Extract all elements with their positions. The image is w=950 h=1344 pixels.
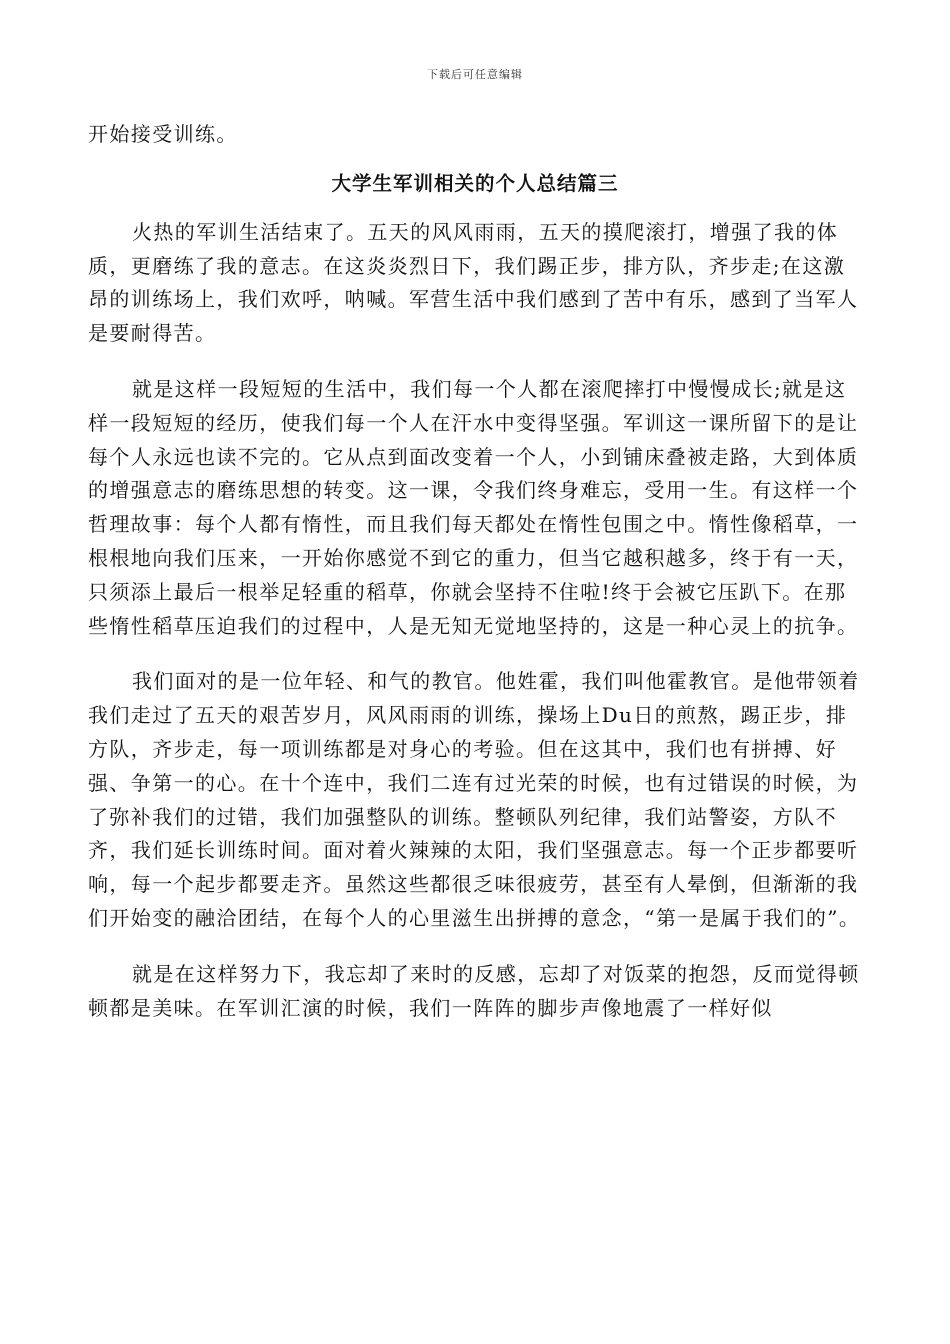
paragraph-gap <box>88 936 862 958</box>
header-note: 下载后可任意编辑 <box>427 68 523 81</box>
paragraph-4: 就是在这样努力下，我忘却了来时的反感，忘却了对饭菜的抱怨，反而觉得顿顿都是美味。在军训汇演的时候，我们一阵阵的脚步声像地震了一样好似 <box>88 961 860 1020</box>
document-body <box>88 118 862 1025</box>
paragraph-gap <box>88 351 862 373</box>
paragraph-2: 就是这样一段短短的生活中，我们每一个人都在滚爬摔打中慢慢成长;就是这样一段短短的经历，使我们每一个人在汗水中变得坚强。军训这一课所留下的是让每个人永远也读不完的。它从点到面改变着一个人，小到铺床叠被走路，大到体质的增强意志的磨练思想的转变。这一课，令我们终身难忘，受用一生。有这样一个哲理故事：每个人都有惰性，而且我们每天都处在惰性包围之中。惰性像稻草，一根根地向我们压来，一开始你感觉不到它的重力，但当它越积越多，终于有一天，只须添上最后一根举足轻重的稻草，你就会坚持不住啦!终于会被它压趴下。在那些惰性稻草压迫我们的过程中，人是无知无觉地坚持的，这是一种心灵上的抗争。 <box>88 376 859 638</box>
paragraph-3: 我们面对的是一位年轻、和气的教官。他姓霍，我们叫他霍教官。是他带领着我们走过了五天的艰苦岁月，风风雨雨的训练，操场上Du日的煎熬，踢正步，排方队，齐步走，每一项训练都是对身心的考验。但在这其中，我们也有拼搏、好强、争第一的心。在十个连中，我们二连有过光荣的时候，也有过错误的时候，为了弥补我们的过错，我们加强整队的训练。整顿队列纪律，我们站警姿，方队不齐，我们延长训练时间。面对着火辣辣的太阳，我们坚强意志。每一个正步都要听响，每一个起步都要走齐。虽然这些都很乏味很疲劳，甚至有人晕倒，但渐渐的我们开始变的融洽团结，在每个人的心里滋生出拼搏的意念，“第一是属于我们的”。 <box>88 669 861 930</box>
opening-line: 开始接受训练。 <box>88 122 238 146</box>
section-title: 大学生军训相关的个人总结篇三 <box>331 171 619 195</box>
paragraph-1: 火热的军训生活结束了。五天的风风雨雨，五天的摸爬滚打，增强了我的体质，更磨练了我的意志。在这炎炎烈日下，我们踢正步，排方队，齐步走;在这激昂的训练场上，我们欢呼，呐喊。军营生活中我们感到了苦中有乐，感到了当军人是要耐得苦。 <box>88 219 859 346</box>
paragraph-gap <box>88 643 862 665</box>
